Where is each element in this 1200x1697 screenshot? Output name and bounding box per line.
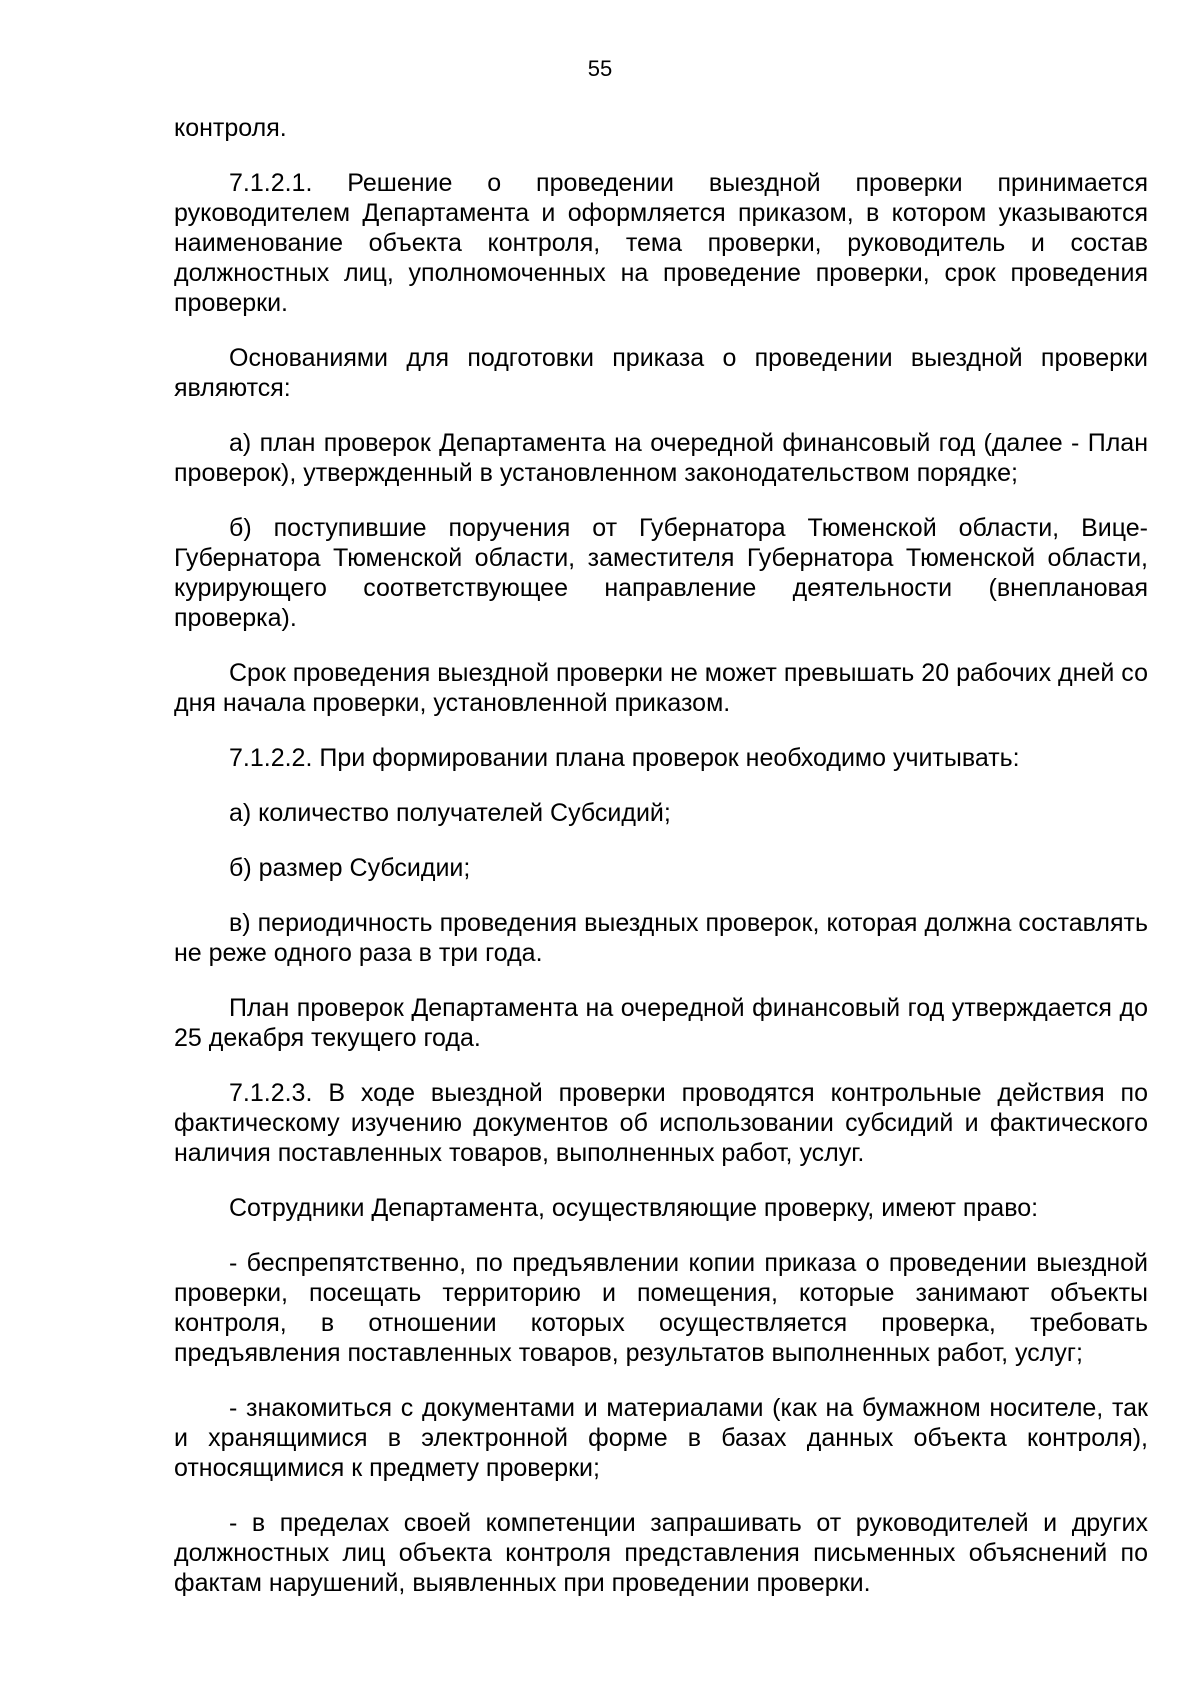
list-item-dash-documents: - знакомиться с документами и материалами (как на бумажном носителе, так и хранящимися в электронной форме в базах данных объекта контроля), относящимися к предмету проверки; — [174, 1394, 1148, 1482]
document-body — [174, 113, 1148, 1598]
paragraph-rights: Сотрудники Департамента, осуществляющие проверку, имеют право: — [229, 1194, 1039, 1222]
list-item-b-orders: б) поступившие поручения от Губернатора Тюменской области, Вице-Губернатора Тюменской области, заместителя Губернатора Тюменской области, курирующего соответствующее направление деятельности (внеплановая проверка). — [174, 514, 1148, 632]
paragraph-duration: Срок проведения выездной проверки не может превышать 20 рабочих дней со дня начала проверки, установленной приказом. — [174, 659, 1148, 717]
list-item-b-size: б) размер Субсидии; — [229, 854, 471, 882]
list-item-dash-explanations: - в пределах своей компетенции запрашивать от руководителей и других должностных лиц объекта контроля представления письменных объяснений по фактам нарушений, выявленных при проведении проверки. — [174, 1509, 1148, 1597]
page-number: 55 — [587, 56, 613, 81]
list-item-dash-access: - беспрепятственно, по предъявлении копии приказа о проведении выездной проверки, посещать территорию и помещения, которые занимают объекты контроля, в отношении которых осуществляется проверка, требовать предъявления поставленных товаров, результатов выполненных работ, услуг; — [174, 1249, 1148, 1367]
list-item-a-plan: а) план проверок Департамента на очередной финансовый год (далее - План проверок), утвержденный в установленном законодательством порядке; — [174, 429, 1148, 487]
list-item-a-recipients: а) количество получателей Субсидий; — [229, 799, 671, 827]
paragraph-7-1-2-1: 7.1.2.1. Решение о проведении выездной проверки принимается руководителем Департамента и оформляется приказом, в котором указываются наименование объекта контроля, тема проверки, руководитель и состав должностных лиц, уполномоченных на проведение проверки, срок проведения проверки. — [174, 169, 1148, 317]
paragraph-7-1-2-2: 7.1.2.2. При формировании плана проверок необходимо учитывать: — [229, 744, 1020, 772]
paragraph-grounds: Основаниями для подготовки приказа о проведении выездной проверки являются: — [174, 344, 1148, 402]
paragraph-plan-approval: План проверок Департамента на очередной финансовый год утверждается до 25 декабря текущего года. — [174, 994, 1148, 1052]
list-item-c-frequency: в) периодичность проведения выездных проверок, которая должна составлять не реже одного раза в три года. — [174, 909, 1148, 967]
paragraph-continuation: контроля. — [174, 114, 287, 142]
paragraph-7-1-2-3: 7.1.2.3. В ходе выездной проверки проводятся контрольные действия по фактическому изучению документов об использовании субсидий и фактического наличия поставленных товаров, выполненных работ, услуг. — [174, 1079, 1148, 1167]
